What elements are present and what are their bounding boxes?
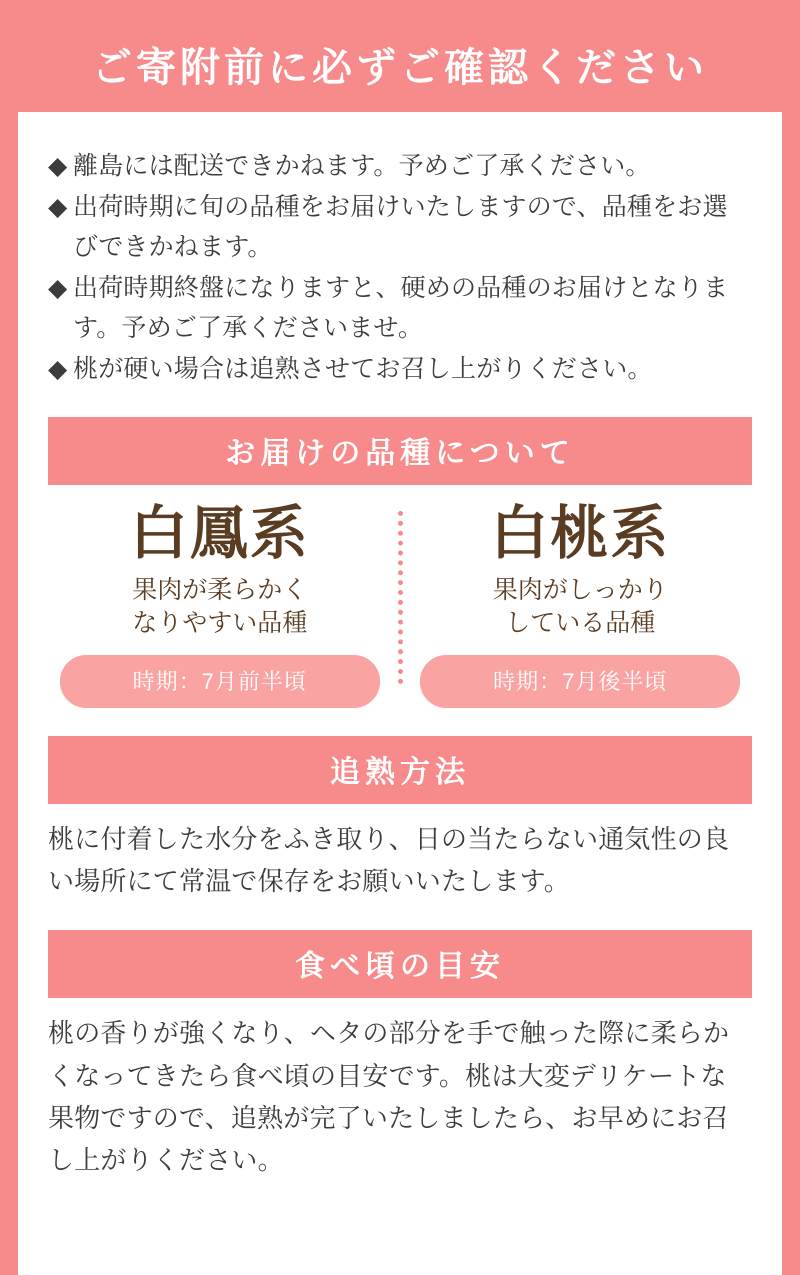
status-badge: 時期：7月前半頃: [60, 655, 380, 708]
variety-card-hakuho: [48, 501, 392, 708]
page-title: ご寄附前に必ずご確認ください: [92, 46, 708, 90]
section-heading-variety: お届けの品種について: [48, 417, 752, 485]
variety-description: [415, 574, 747, 642]
notice-list: [48, 146, 752, 389]
status-badge: 時期：7月後半頃: [420, 655, 740, 708]
bullet-icon: ◆: [48, 152, 68, 180]
ripening-body-text: 桃に付着した水分をふき取り、日の当たらない通気性の良い場所にて常温で保存をお願いいたします。: [48, 824, 730, 897]
variety-name: 白鳳系: [129, 501, 310, 566]
variety-comparison: [48, 501, 752, 708]
list-item-text: 離島には配送できかねます。予めご了承ください。: [73, 152, 651, 180]
variety-name: 白桃系: [490, 501, 671, 566]
bullet-icon: ◆: [48, 273, 68, 302]
eating-body-text: 桃の香りが強くなり、ヘタの部分を手で触った際に柔らかくなってきたら食べ頃の目安です。桃は大変デリケートな果物ですので、追熟が完了いたしましたら、お早めにお召し上がりください。: [48, 1018, 730, 1175]
list-item: [48, 187, 752, 268]
list-item-text: 出荷時期終盤になりますと、硬めの品種のお届けとなります。予めご了承くださいませ。: [73, 273, 729, 342]
list-item: [48, 268, 752, 349]
list-item: [48, 146, 752, 187]
section-heading-ripening: 追熟方法: [48, 736, 752, 804]
variety-description-line: なりやすい品種: [132, 609, 308, 638]
variety-description-line: 果肉が柔らかく: [132, 575, 308, 604]
variety-description-line: 果肉がしっかり: [492, 575, 668, 604]
variety-description: [54, 574, 386, 642]
dotted-divider: [398, 511, 403, 684]
list-item-text: 桃が硬い場合は追熟させてお召し上がりください。: [73, 354, 653, 383]
list-item: [48, 349, 752, 390]
bullet-icon: ◆: [48, 354, 68, 383]
list-item-text: 出荷時期に旬の品種をお届けいたしますので、品種をお選びできかねます。: [73, 192, 728, 261]
variety-description-line: している品種: [505, 609, 656, 638]
section-heading-eating: 食べ頃の目安: [48, 930, 752, 998]
content-card: [18, 112, 782, 1275]
variety-card-hakuto: [409, 501, 753, 708]
bullet-icon: ◆: [48, 192, 68, 221]
